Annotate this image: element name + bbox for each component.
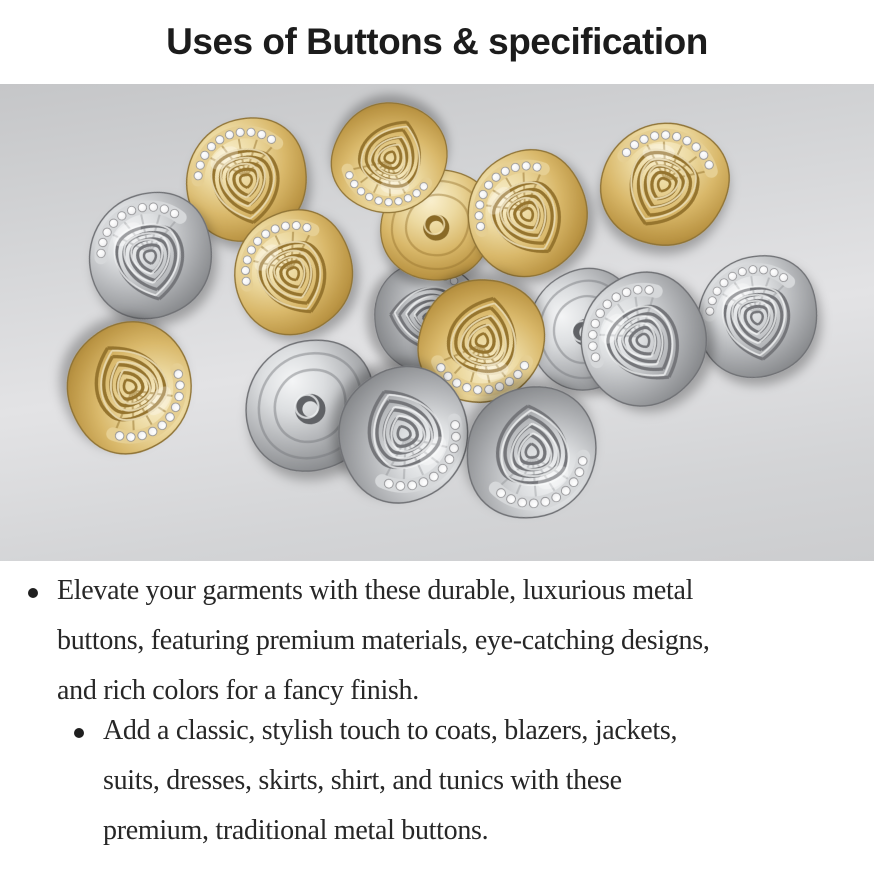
bullet-text bbox=[103, 706, 677, 856]
title-bar bbox=[0, 0, 874, 84]
bullet-line: Elevate your garments with these durable, luxurious metal bbox=[57, 575, 694, 606]
product-photo bbox=[0, 84, 874, 561]
description-section bbox=[0, 561, 874, 856]
bullet-line: premium, traditional metal buttons. bbox=[103, 815, 489, 846]
metal-button-silver-front bbox=[690, 249, 825, 385]
bullet-line: suits, dresses, skirts, shirt, and tunics with these bbox=[103, 765, 622, 796]
bullet-text bbox=[57, 566, 710, 716]
bullet-line: Add a classic, stylish touch to coats, blazers, jackets, bbox=[103, 715, 678, 746]
bullet-line: and rich colors for a fancy finish. bbox=[57, 675, 419, 706]
metal-button-gold-front bbox=[44, 301, 216, 473]
bullet-item-1 bbox=[28, 566, 874, 716]
bullet-marker bbox=[74, 728, 84, 738]
buttons-photo-svg bbox=[0, 84, 874, 561]
metal-button-gold-front bbox=[582, 102, 746, 266]
bullet-line: buttons, featuring premium materials, eye-catching designs, bbox=[57, 625, 710, 656]
page-title: Uses of Buttons & specification bbox=[166, 21, 708, 62]
bullet-marker bbox=[28, 588, 38, 598]
bullet-item-2 bbox=[28, 706, 874, 856]
